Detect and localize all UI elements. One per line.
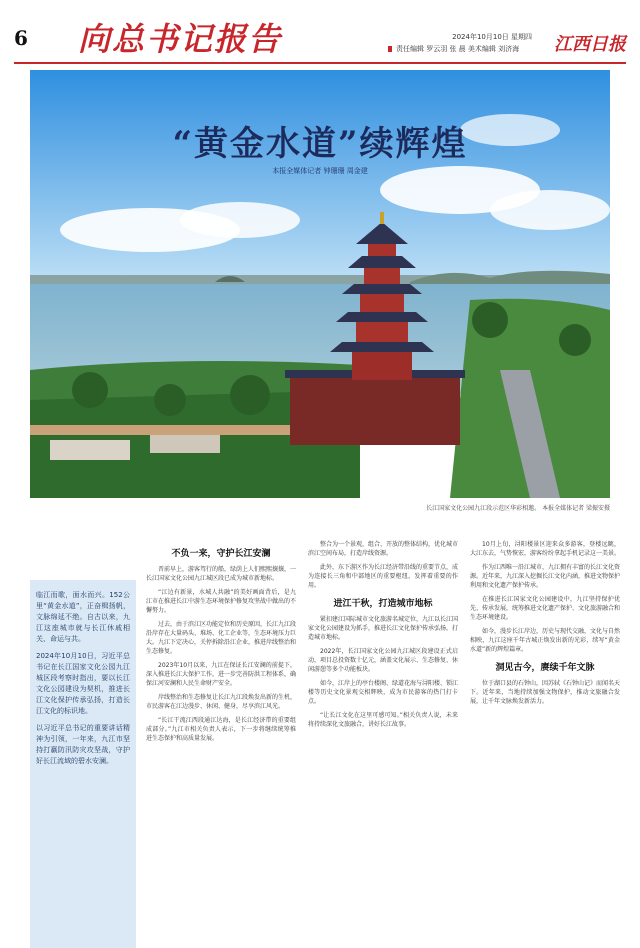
- section-heading: 不负一来，守护长江安澜: [171, 549, 271, 559]
- section-heading: 进江干秋，打造城市地标: [333, 599, 433, 609]
- section-title: 向总书记报告: [78, 20, 283, 58]
- article-paragraph: 如今，江岸上的亭台楼阁、绿道花海与浔阳楼、锁江楼等历史文化景观交相辉映，成为市民游客的热门打卡点。: [308, 680, 459, 705]
- article-paragraph: 2023年10月以来，九江在保证长江安澜的前提下，深入推进长江大保护工作，进一步完善防洪工程体系，确保江河安澜和人民生命财产安全。: [146, 662, 297, 687]
- header-rule: [14, 62, 626, 64]
- sidebar-paragraph: 以习近平总书记的重要讲话精神为引领，一年来，九江市坚持打赢防汛防灾攻坚战，守护好长江流域的碧水安澜。: [36, 724, 130, 765]
- editor-marker: [388, 46, 392, 52]
- article-paragraph: 整合为一个景观，组合、开放的整体结构，优化城市滨江空间布局，打造岸线资源。: [308, 541, 459, 557]
- article-paragraph: 作为江西唯一沿江城市，九江拥有丰富的长江文化资源。近年来，九江深入挖掘长江文化内涵，推进文物保护利用和文化遗产保护传承。: [470, 564, 621, 589]
- article-paragraph: 紧扣建江国际城市文化旅游名城定位，九江以长江国家文化公园建设为抓手，推进长江文化保护传承弘扬，打造城市地标。: [308, 616, 459, 641]
- lead-sidebar: [30, 580, 136, 948]
- newspaper-logo: 江西日报: [554, 34, 626, 55]
- article-paragraph: 10月上旬，浔阳楼景区迎来众多游客，登楼远眺，大江东去，气势恢宏，游客纷纷拿起手机记录这一美景。: [470, 541, 621, 557]
- sidebar-paragraph: 临江而歌，面水而兴。152公里“黄金水道”，正奋楫扬帆，文脉绵延不绝。自古以来，九江这座城市就与长江休戚相关、命运与共。: [36, 591, 130, 643]
- article-paragraph: 在推进长江国家文化公园建设中，九江坚持保护优先、传承发展，统筹推进文化遗产保护、文化旅游融合和生态环境建设。: [470, 596, 621, 621]
- feature-byline: 本报全媒体记者 钟珊珊 周金建: [272, 167, 368, 175]
- feature-photo: [30, 70, 610, 498]
- article-paragraph: 如今，漫步长江岸边，历史与现代交融，文化与自然相映，九江这座千年古城正焕发出新的光彩，续写“黄金水道”新的辉煌篇章。: [470, 628, 621, 653]
- article-paragraph: 此外，东下游区作为长江经济带沿线的重要节点，成为连接长三角和中部地区的重要枢纽，发挥着重要的作用。: [308, 564, 459, 589]
- article-paragraph: “长江干流江西段通江达海，是长江经济带的重要组成部分。”九江市相关负责人表示，下一步将继续统筹推进生态保护和高质量发展。: [146, 717, 296, 742]
- section-heading: 洞见古今，赓续千年文脉: [495, 663, 595, 673]
- issue-date: 2024年10月10日 星期四: [452, 33, 532, 41]
- feature-headline: “黄金水道”续辉煌: [172, 124, 468, 164]
- article-paragraph: 过去，由于滨江区功能定位和历史原因，长江九江段沿岸存在大量码头、堆场、化工企业等，生态环境压力巨大。九江下定决心，关停拆除沿江企业，推进岸线整治和生态修复。: [146, 621, 297, 655]
- editor-credits: 责任编辑 罗云羽 张 晨 美术编辑 刘济海: [396, 45, 520, 53]
- article-column-1: [146, 540, 296, 748]
- article-paragraph: 岸线整治和生态修复让长江九江段焕发出新的生机，市民游客在江边漫步、休闲、健身，尽享滨江风光。: [146, 694, 297, 710]
- article-paragraph: 晋前早上，游客驾行的船，绿荫上人们熙熙攘攘，一长江国家文化公园九江城区段已成为城市新地标。: [146, 566, 297, 582]
- article-column-2: [308, 540, 458, 734]
- article-paragraph: “江边有新景，水城人共融”的美好画面背后，是九江市在推进长江中游生态环境保护修复攻坚战中做出的不懈努力。: [146, 589, 297, 614]
- sidebar-paragraph: 2024年10月10日，习近平总书记在长江国家文化公园九江城区段考察时指出，要以长江文化公园建设为契机，推进长江文化保护传承弘扬，打造长江文化的标识地。: [36, 652, 130, 715]
- page-number: 6: [14, 26, 28, 50]
- photo-caption: 长江国家文化公园九江段示范区华彩相邀。 本报全媒体记者 梁振安摄: [426, 505, 610, 512]
- article-paragraph: 位于湖口县的石钟山，因苏轼《石钟山记》而闻名天下。近年来，当地持续加强文物保护，推动文旅融合发展，让千年文脉焕发新活力。: [470, 680, 621, 705]
- article-column-3: [470, 540, 620, 711]
- article-paragraph: “让长江文化在这里可感可知。”相关负责人说，未来将持续深化文旅融合，讲好长江故事。: [308, 712, 458, 728]
- article-paragraph: 2022年，长江国家文化公园九江城区段建设正式启动，项目总投资数十亿元，涵盖文化展示、生态修复、休闲游憩等多个功能板块。: [308, 648, 459, 673]
